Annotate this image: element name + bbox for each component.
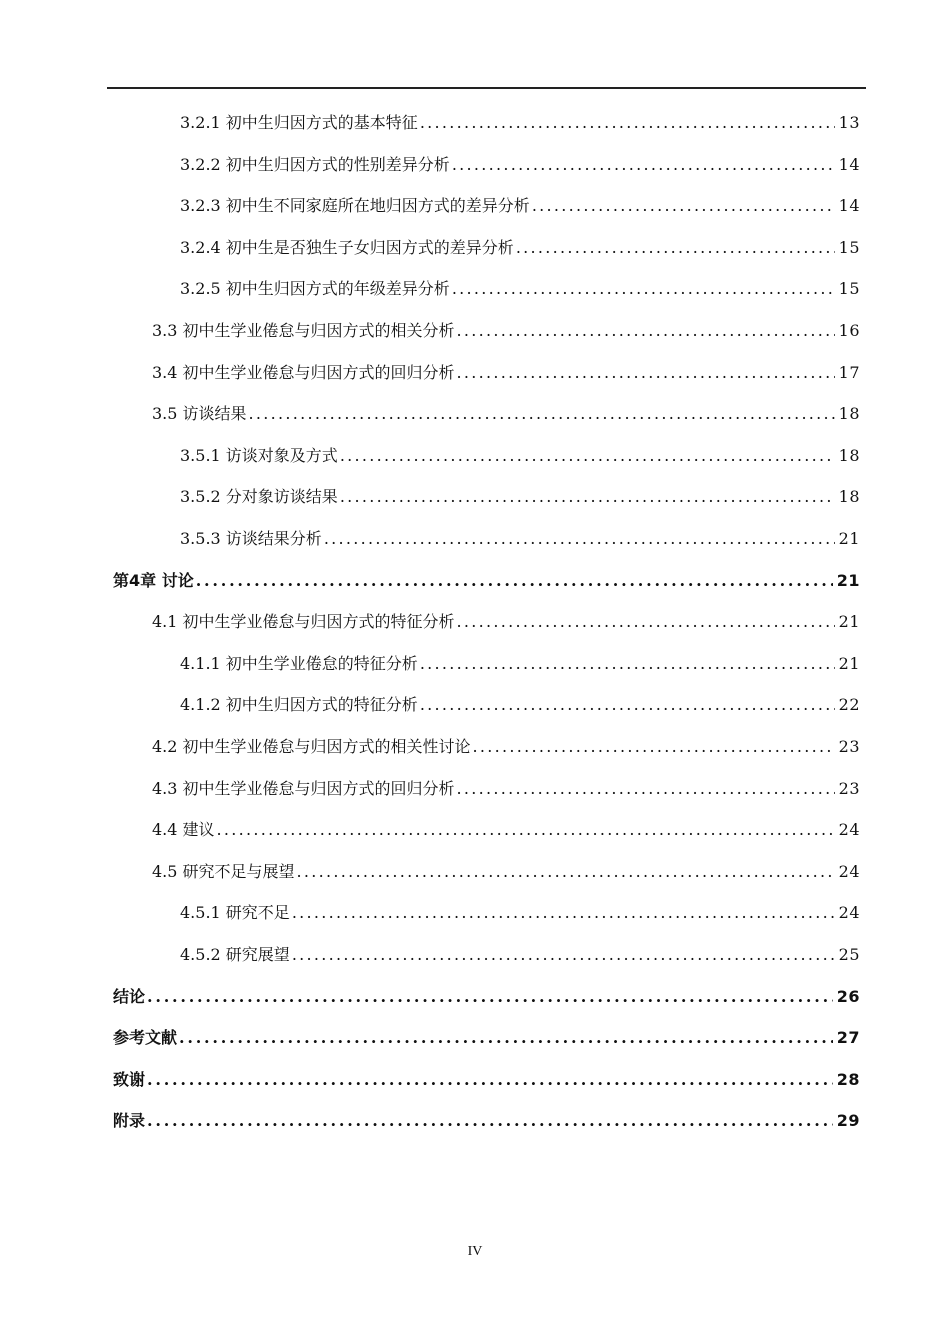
toc-dot-leader [324,524,835,554]
toc-entry-title: 4.2 初中生学业倦怠与归因方式的相关性讨论 [152,737,471,756]
toc-entry[interactable] [180,191,860,221]
toc-entry-title: 3.2.3 初中生不同家庭所在地归因方式的差异分析 [180,196,530,216]
toc-entry-title: 4.1.2 初中生归因方式的特征分析 [180,695,418,715]
toc-entry-title: 4.5.2 研究展望 [180,945,290,964]
toc-entry-page-number: 18 [838,487,860,507]
toc-dot-leader [457,316,835,346]
toc-dot-leader [457,607,835,637]
toc-entry[interactable] [152,316,860,346]
toc-entry[interactable] [180,690,860,720]
toc-entry-page-number: 24 [838,903,860,923]
toc-entry[interactable] [152,607,860,637]
toc-entry-title: 4.5.1 研究不足 [180,903,290,923]
toc-entry-page-number: 21 [838,612,860,632]
toc-dot-leader [473,732,835,762]
toc-entry[interactable] [180,150,860,180]
toc-dot-leader [452,274,835,304]
toc-entry[interactable] [180,274,860,304]
toc-dot-leader [217,815,835,845]
toc-entry-page-number: 29 [836,1111,860,1131]
toc-entry-page-number: 18 [838,445,860,465]
toc-entry[interactable] [180,898,860,928]
toc-dot-leader [297,857,835,887]
toc-dot-leader [420,690,835,720]
toc-entry[interactable] [180,233,860,263]
toc-entry-page-number: 18 [838,404,860,424]
toc-dot-leader [516,233,835,263]
toc-dot-leader [457,774,835,804]
toc-dot-leader [147,1106,833,1136]
toc-dot-leader [147,1065,833,1095]
toc-entry-page-number: 24 [838,820,860,840]
toc-entry[interactable] [180,482,860,512]
toc-entry-title: 4.3 初中生学业倦怠与归因方式的回归分析 [152,778,455,798]
toc-entry[interactable] [113,1106,860,1136]
toc-entry-title: 3.5.2 分对象访谈结果 [180,487,338,507]
toc-entry-title: 3.5.1 访谈对象及方式 [180,445,338,465]
toc-entry-title: 附录 [113,1111,146,1131]
toc-entry-page-number: 15 [838,279,860,299]
header-rule [107,87,866,89]
toc-entry[interactable] [113,982,860,1012]
toc-dot-leader [457,358,835,388]
toc-entry[interactable] [180,108,860,138]
toc-dot-leader [340,441,835,471]
toc-dot-leader [249,399,835,429]
toc-entry-page-number: 25 [838,945,860,964]
toc-dot-leader [340,482,835,512]
toc-entry-title: 4.4 建议 [152,820,215,840]
toc-entry-page-number: 13 [838,113,860,132]
toc-entry[interactable] [152,774,860,804]
toc-entry[interactable] [113,1065,860,1095]
toc-entry-title: 3.2.2 初中生归因方式的性别差异分析 [180,154,450,174]
toc-entry-page-number: 21 [836,570,860,590]
toc-entry[interactable] [180,940,860,970]
toc-entry-title: 致谢 [113,1069,146,1089]
toc-entry-title: 4.1 初中生学业倦怠与归因方式的特征分析 [152,612,455,632]
toc-dot-leader [532,191,835,221]
toc-entry[interactable] [152,815,860,845]
toc-entry-title: 3.5 访谈结果 [152,404,247,424]
toc-entry-title: 3.5.3 访谈结果分析 [180,529,322,548]
toc-dot-leader [420,649,835,679]
toc-entry-title: 结论 [113,986,146,1006]
toc-dot-leader [179,1023,833,1053]
toc-dot-leader [420,108,835,138]
footer-page-number: IV [467,1244,483,1259]
toc-entry-page-number: 16 [838,321,860,340]
toc-entry-page-number: 27 [836,1028,860,1048]
toc-entry-page-number: 14 [838,154,860,174]
toc-entry-page-number: 15 [838,237,860,257]
toc-entry-page-number: 22 [838,695,860,715]
toc-entry-title: 第4章 讨论 [113,570,194,590]
toc-dot-leader [292,898,835,928]
toc-entry[interactable] [152,732,860,762]
toc-entry-page-number: 21 [838,529,860,548]
toc-entry-title: 4.5 研究不足与展望 [152,861,295,881]
toc-entry[interactable] [180,524,860,554]
toc-entry-title: 3.2.5 初中生归因方式的年级差异分析 [180,279,450,299]
toc-entry-title: 3.4 初中生学业倦怠与归因方式的回归分析 [152,362,455,382]
toc-entry-page-number: 24 [838,861,860,881]
toc-dot-leader [147,982,833,1012]
toc-entry-title: 4.1.1 初中生学业倦怠的特征分析 [180,653,418,673]
toc-entry[interactable] [180,441,860,471]
toc-dot-leader [196,566,833,596]
toc-entry-page-number: 23 [838,778,860,798]
toc-dot-leader [292,940,835,970]
toc-entry-title: 3.2.4 初中生是否独生子女归因方式的差异分析 [180,237,514,257]
toc-entry[interactable] [180,649,860,679]
toc-entry-title: 参考文献 [113,1028,178,1048]
toc-entry[interactable] [152,857,860,887]
toc-entry-title: 3.3 初中生学业倦怠与归因方式的相关分析 [152,321,455,340]
toc-dot-leader [452,150,835,180]
toc-entry-title: 3.2.1 初中生归因方式的基本特征 [180,113,418,132]
toc-entry-page-number: 26 [836,986,860,1006]
toc-entry[interactable] [113,1023,860,1053]
toc-entry[interactable] [152,358,860,388]
toc-entry[interactable] [152,399,860,429]
toc-entry-page-number: 23 [838,737,860,756]
toc-entry-page-number: 21 [838,653,860,673]
toc-entry[interactable] [113,566,860,596]
toc-entry-page-number: 28 [836,1069,860,1089]
toc-entry-page-number: 14 [838,196,860,216]
toc-entry-page-number: 17 [838,362,860,382]
